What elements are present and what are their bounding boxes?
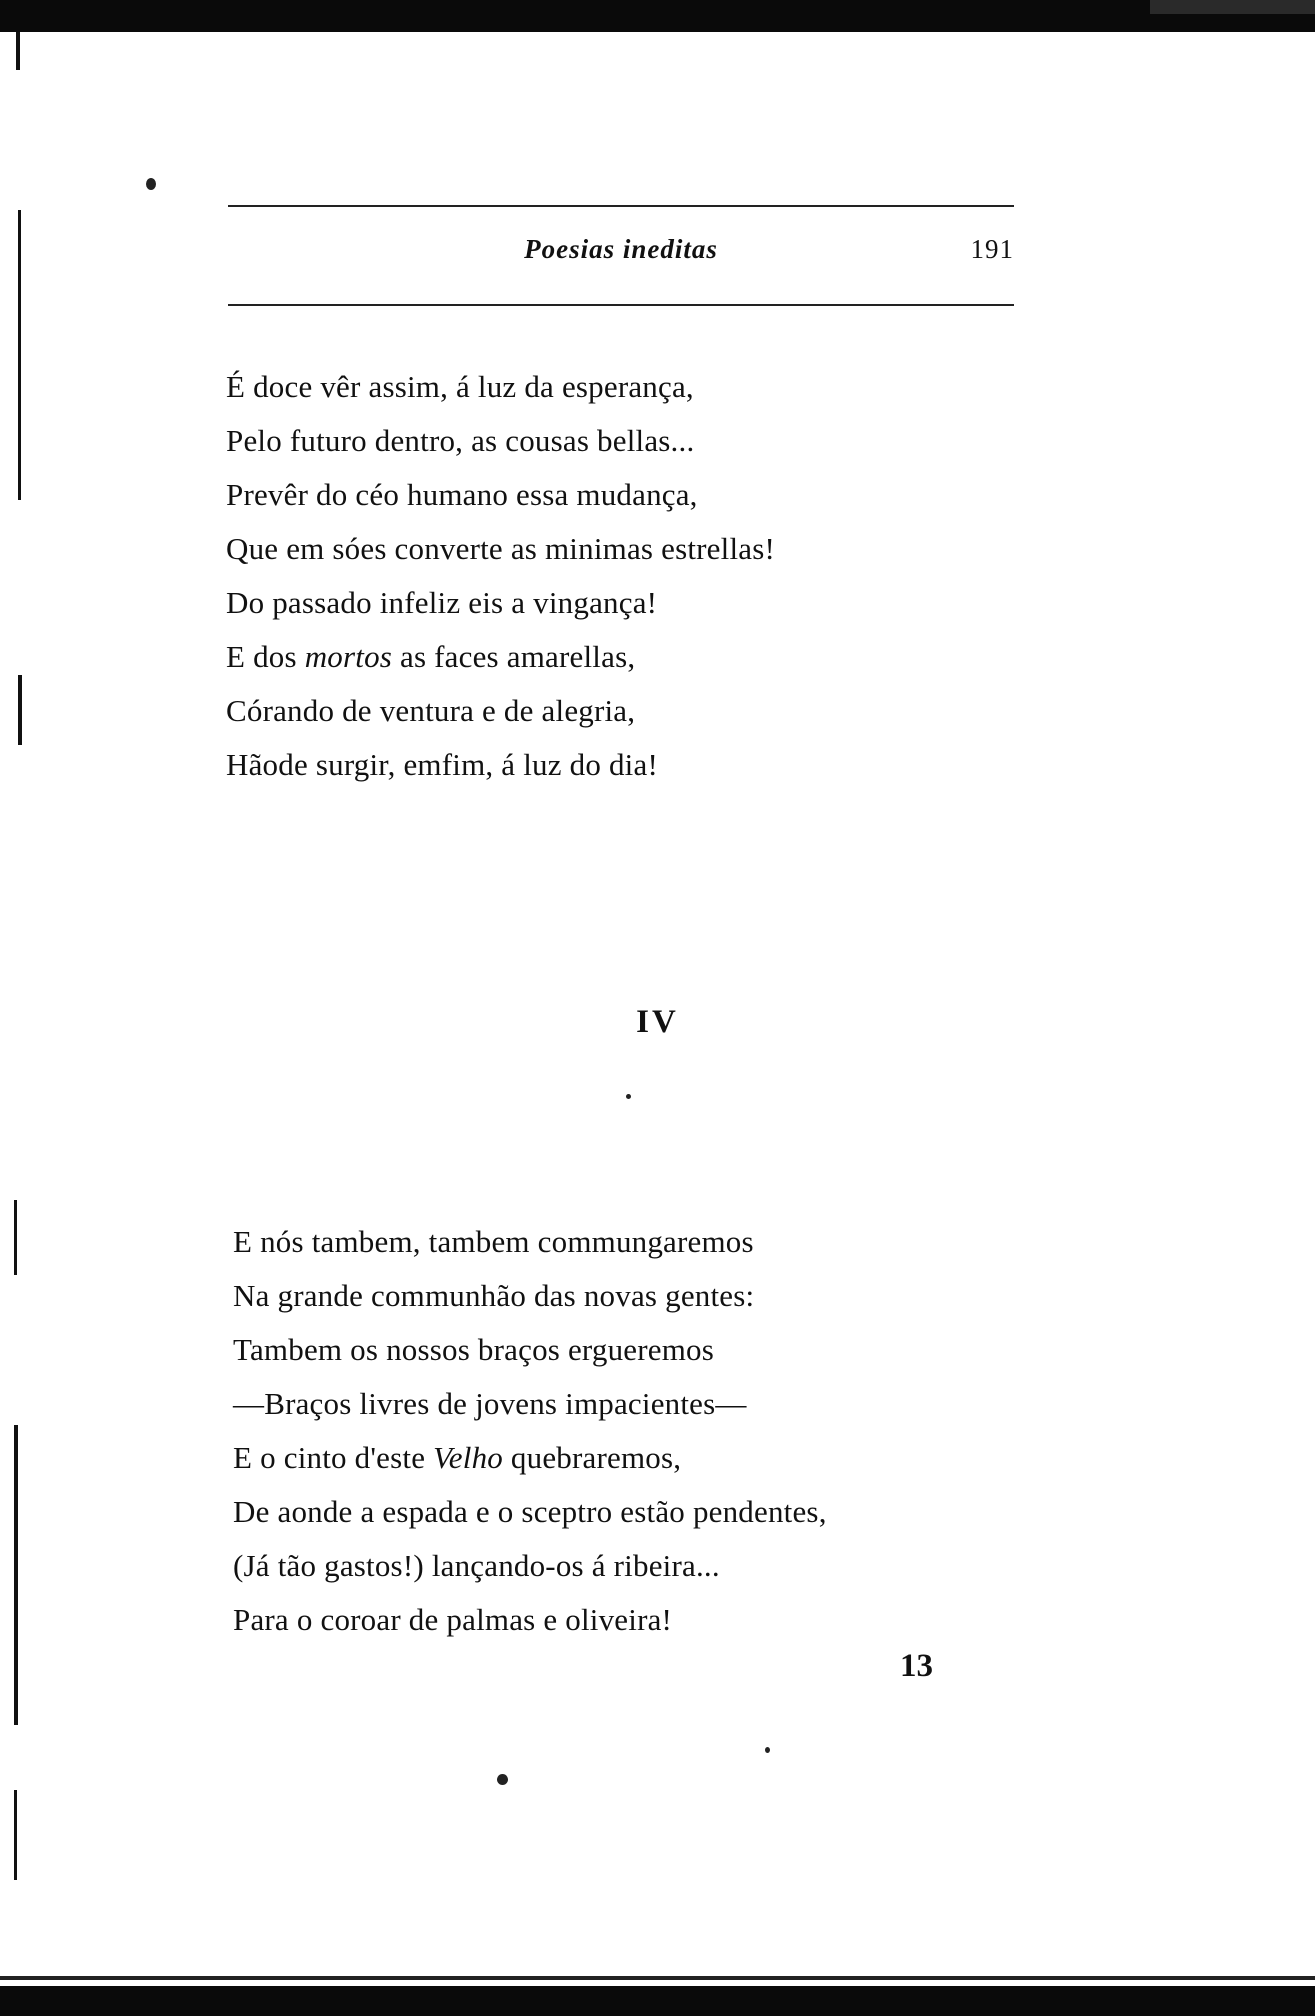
- verse-line: —Braços livres de jovens impacientes—: [233, 1386, 747, 1421]
- stanza-one: [226, 360, 1006, 792]
- ink-speck: [146, 178, 156, 190]
- ink-speck: [497, 1774, 508, 1785]
- header-rule-top: [228, 205, 1014, 207]
- verse-line: Prevêr do céo humano essa mudança,: [226, 477, 698, 512]
- signature-mark: 13: [900, 1648, 933, 1684]
- verse-line: [226, 630, 1006, 684]
- verse-line: [233, 1431, 1013, 1485]
- margin-mark: [14, 1790, 17, 1880]
- margin-mark: [18, 675, 22, 745]
- italic-word: Velho: [433, 1440, 503, 1475]
- running-head: [228, 234, 1014, 278]
- verse-line: É doce vêr assim, á luz da esperança,: [226, 369, 694, 404]
- verse-segment: as faces amarellas,: [392, 639, 636, 674]
- section-numeral: IV: [636, 1004, 679, 1040]
- verse-segment: quebraremos,: [502, 1440, 682, 1475]
- verse-line: E nós tambem, tambem commungaremos: [233, 1224, 754, 1259]
- ink-speck: [626, 1094, 631, 1099]
- scan-border-bottom: [0, 1986, 1315, 2016]
- verse-line: Córando de ventura e de alegria,: [226, 693, 636, 728]
- margin-mark: [14, 1425, 18, 1725]
- verse-line: Do passado infeliz eis a vingança!: [226, 585, 658, 620]
- verse-line: De aonde a espada e o sceptro estão pendentes,: [233, 1494, 827, 1529]
- stanza-two: [233, 1215, 1013, 1647]
- verse-line: Hãode surgir, emfim, á luz do dia!: [226, 747, 658, 782]
- verse-segment: E o cinto d'este: [233, 1440, 434, 1475]
- verse-line: Que em sóes converte as minimas estrellas!: [226, 531, 776, 566]
- scan-border-top: [0, 0, 1315, 32]
- verse-line: (Já tão gastos!) lançando-os á ribeira...: [233, 1548, 720, 1583]
- verse-line: Para o coroar de palmas e oliveira!: [233, 1602, 673, 1637]
- scan-border-bottom-thin: [0, 1976, 1315, 1980]
- page-number: 191: [970, 234, 1014, 264]
- verse-segment: E dos: [226, 639, 305, 674]
- running-title: Poesias ineditas: [524, 234, 718, 264]
- verse-line: Na grande communhão das novas gentes:: [233, 1278, 755, 1313]
- header-rule-bottom: [228, 304, 1014, 306]
- margin-mark: [16, 32, 20, 70]
- ink-speck: [765, 1747, 770, 1753]
- verse-line: Pelo futuro dentro, as cousas bellas...: [226, 423, 695, 458]
- italic-word: mortos: [304, 639, 393, 674]
- verse-line: Tambem os nossos braços ergueremos: [233, 1332, 715, 1367]
- margin-mark: [18, 210, 21, 500]
- margin-mark: [14, 1200, 17, 1275]
